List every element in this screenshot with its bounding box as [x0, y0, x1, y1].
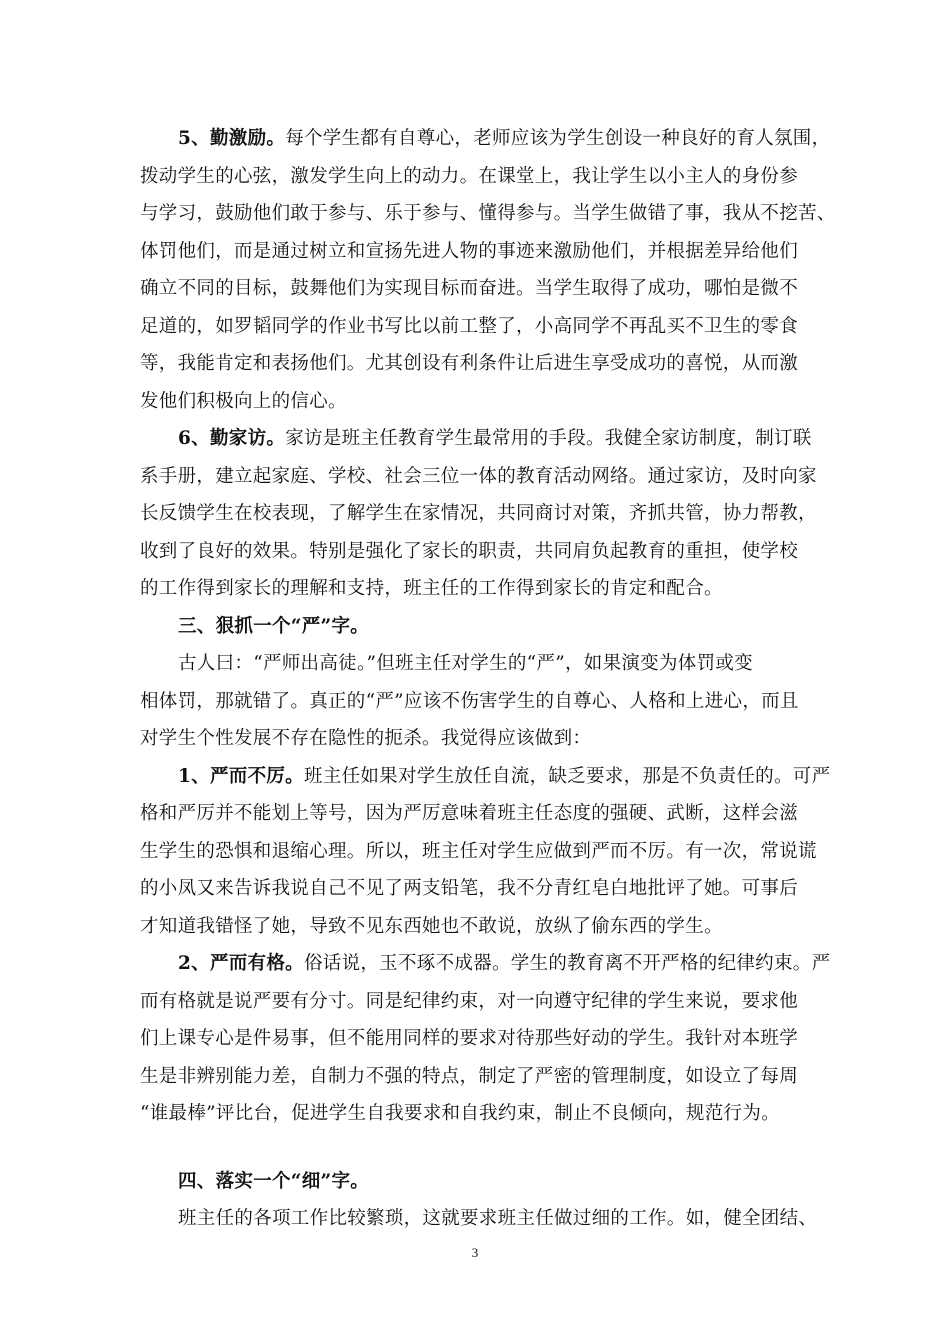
paragraph-line-text: 才知道我错怪了她，导致不见东西她也不敢说，放纵了偷东西的学生。 — [140, 915, 723, 937]
paragraph-lead: 5、勤激励。 — [178, 128, 286, 149]
paragraph-line-text: 俗话说，玉不琢不成器。学生的教育离不开严格的纪律约束。严 — [303, 953, 831, 974]
body-text — [140, 120, 836, 1238]
paragraph-lead: 1、严而不厉。 — [178, 765, 304, 787]
paragraph-line — [140, 383, 810, 421]
paragraph-line — [140, 533, 810, 571]
paragraph-line — [140, 345, 810, 383]
paragraph-line — [140, 683, 810, 721]
paragraph-line-text: 对学生个性发展不存在隐性的扼杀。我觉得应该做到： — [140, 728, 592, 749]
paragraph-line — [140, 720, 810, 758]
paragraph-line — [140, 308, 810, 346]
paragraph-line-text: 长反馈学生在校表现，了解学生在家情况，共同商讨对策，齐抓共管，协力帮教， — [140, 503, 817, 524]
paragraph-line-text: 格和严厉并不能划上等号，因为严厉意味着班主任态度的强硬、武断，这样会滋 — [140, 803, 799, 824]
paragraph-line-text: 与学习，鼓励他们敢于参与、乐于参与、懂得参与。当学生做错了事，我从不挖苦、 — [140, 203, 836, 224]
paragraph-line — [140, 195, 836, 233]
paragraph-line-text: 拨动学生的心弦，激发学生向上的动力。在课堂上，我让学生以小主人的身份参 — [140, 165, 799, 187]
section-heading-text: 四、落实一个“细”字。 — [178, 1170, 370, 1192]
paragraph-line — [140, 495, 817, 533]
paragraph-line — [140, 1020, 810, 1058]
paragraph-line-text: 体罚他们，而是通过树立和宣扬先进人物的事迹来激励他们，并根据差异给他们 — [140, 240, 799, 262]
paragraph-line — [140, 983, 810, 1021]
paragraph-line — [140, 1095, 810, 1133]
paragraph-line-text: 的小凤又来告诉我说自己不见了两支铅笔，我不分青红皂白地批评了她。可事后 — [140, 878, 799, 899]
paragraph-line — [140, 233, 810, 271]
paragraph-line-text: 们上课专心是件易事，但不能用同样的要求对待那些好动的学生。我针对本班学 — [140, 1028, 799, 1049]
paragraph-line-text: 班主任的各项工作比较繁琐，这就要求班主任做过细的工作。如，健全团结、 — [178, 1208, 818, 1229]
paragraph-line — [140, 420, 810, 458]
paragraph-line-text: 发他们积极向上的信心。 — [140, 390, 347, 412]
section-heading-text: 三、狠抓一个“严”字。 — [178, 615, 370, 637]
page-number: 3 — [471, 1245, 479, 1260]
paragraph-line — [140, 1200, 818, 1238]
paragraph-line-text: 家访是班主任教育学生最常用的手段。我健全家访制度，制订联 — [285, 428, 812, 449]
paragraph-line-text: 收到了良好的效果。特别是强化了家长的职责，共同肩负起教育的重担，使学校 — [140, 540, 799, 562]
paragraph-line-text: 等，我能肯定和表扬他们。尤其创设有利条件让后进生享受成功的喜悦，从而激 — [140, 353, 799, 374]
paragraph-line-text: 确立不同的目标，鼓舞他们为实现目标而奋进。当学生取得了成功，哪怕是微不 — [140, 278, 799, 299]
paragraph-line — [140, 645, 810, 683]
paragraph-line — [140, 870, 810, 908]
paragraph-line — [140, 458, 817, 496]
paragraph-line — [140, 120, 831, 158]
paragraph-line-text: 生学生的恐惧和退缩心理。所以，班主任对学生应做到严而不厉。有一次，常说谎 — [140, 840, 817, 862]
paragraph-line-text: 相体罚，那就错了。真正的“严”应该不伤害学生的自尊心、人格和上进心，而且 — [140, 690, 799, 712]
paragraph-line — [140, 758, 831, 796]
paragraph-line — [140, 795, 810, 833]
paragraph-line-text: “谁最棒”评比台，促进学生自我要求和自我约束，制止不良倾向，规范行为。 — [140, 1103, 780, 1124]
paragraph-line — [140, 833, 817, 871]
paragraph-line-text: 而有格就是说严要有分寸。同是纪律约束，对一向遵守纪律的学生来说，要求他 — [140, 990, 799, 1012]
section-heading — [140, 608, 810, 646]
paragraph-gap — [140, 1133, 810, 1163]
paragraph-line-text: 每个学生都有自尊心，老师应该为学生创设一种良好的育人氛围， — [285, 128, 831, 149]
paragraph-line — [140, 945, 831, 983]
paragraph-line-text: 班主任如果对学生放任自流，缺乏要求，那是不负责任的。可严 — [303, 765, 831, 787]
paragraph-lead: 2、严而有格。 — [178, 953, 304, 974]
paragraph-line — [140, 158, 810, 196]
paragraph-line-text: 系手册，建立起家庭、学校、社会三位一体的教育活动网络。通过家访，及时向家 — [140, 465, 817, 487]
paragraph-line-text: 的工作得到家长的理解和支持，班主任的工作得到家长的肯定和配合。 — [140, 578, 723, 599]
paragraph-line — [140, 270, 810, 308]
paragraph-line — [140, 1058, 810, 1096]
paragraph-line-text: 古人曰：“严师出高徒。”但班主任对学生的“严”，如果演变为体罚或变 — [178, 653, 753, 674]
paragraph-line — [140, 908, 810, 946]
section-heading — [140, 1163, 810, 1201]
paragraph-line-text: 足道的，如罗韬同学的作业书写比以前工整了，小高同学不再乱买不卫生的零食 — [140, 315, 799, 337]
paragraph-line-text: 生是非辨别能力差，自制力不强的特点，制定了严密的管理制度，如设立了每周 — [140, 1065, 799, 1087]
paragraph-line — [140, 570, 810, 608]
paragraph-lead: 6、勤家访。 — [178, 428, 286, 449]
